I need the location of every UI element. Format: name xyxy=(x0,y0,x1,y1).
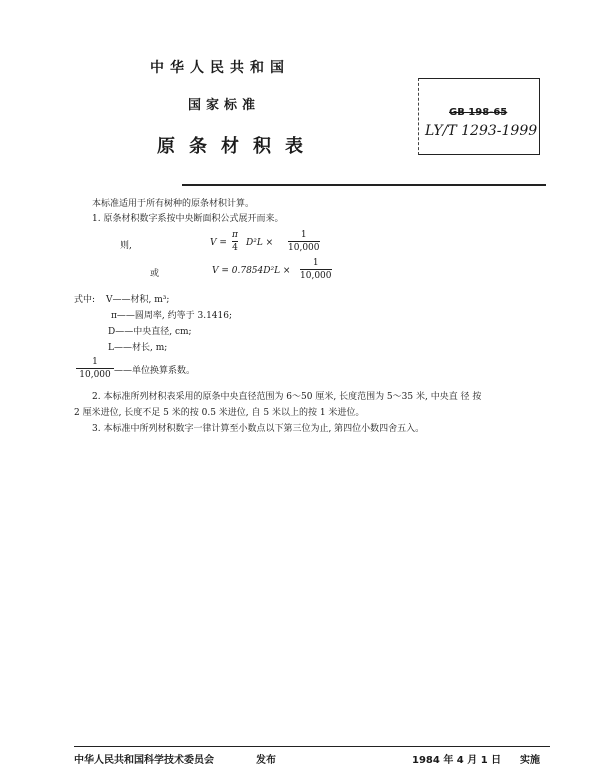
new-standard-code: LY/T 1293-1999 xyxy=(425,123,538,139)
definition-unit-fraction xyxy=(76,357,114,380)
standard-code-box xyxy=(418,78,540,155)
header-divider xyxy=(182,184,546,186)
definition-l: L——材长, m; xyxy=(108,343,168,353)
unit-denominator: 10,000 xyxy=(288,243,320,253)
formula-1-pi-fraction xyxy=(232,230,238,253)
paragraph-2-line-2: 2 厘米进位, 长度不足 5 米的按 0.5 米进位, 自 5 米以上的按 1 米进位。 xyxy=(74,408,365,418)
standard-type-heading: 国家标准 xyxy=(188,98,261,113)
unit-numerator: 1 xyxy=(300,230,307,240)
publisher-name: 中华人民共和国科学技术委员会 xyxy=(74,755,214,766)
formula-1-d2l: D²L × xyxy=(246,238,274,248)
fraction-bar xyxy=(232,241,238,242)
footer-divider xyxy=(74,746,550,747)
definition-d: D——中央直径, cm; xyxy=(108,327,192,337)
formula-1-v: V = xyxy=(210,238,227,248)
fraction-bar xyxy=(300,269,332,270)
definition-v: V——材积, m³; xyxy=(106,295,170,305)
unit-denominator: 10,000 xyxy=(300,271,332,281)
old-standard-code: GB 198-65 xyxy=(449,107,508,118)
publish-label: 发布 xyxy=(256,755,276,766)
effective-date: 1984 年 4 月 1 日 xyxy=(412,755,502,766)
effective-label: 实施 xyxy=(520,755,540,766)
intro-line-1: 本标准适用于所有树种的原条材积计算。 xyxy=(92,199,255,209)
formula-1-unit-fraction xyxy=(288,230,320,253)
pi-denominator: 4 xyxy=(232,243,238,253)
fraction-bar xyxy=(76,368,114,369)
country-heading: 中华人民共和国 xyxy=(150,60,290,76)
unit-numerator: 1 xyxy=(92,357,98,367)
paragraph-2-line-1: 2. 本标准所列材积表采用的原条中央直径范围为 6～50 厘米, 长度范围为 5～35 米, 中央直 径 按 xyxy=(92,392,482,402)
document-title: 原条材积表 xyxy=(157,136,317,157)
pi-numerator: π xyxy=(232,230,238,240)
unit-numerator: 1 xyxy=(312,258,319,268)
definition-unit-text: ——单位换算系数。 xyxy=(114,366,196,376)
unit-denominator: 10,000 xyxy=(79,370,111,380)
definition-pi: π——圆周率, 约等于 3.1416; xyxy=(111,311,233,321)
paragraph-3: 3. 本标准中所列材积数字一律计算至小数点以下第三位为止, 第四位小数四舍五入。 xyxy=(92,424,425,434)
definitions-prefix: 式中: xyxy=(74,295,96,305)
formula-2-expr: V = 0.7854D²L × xyxy=(212,266,291,276)
fraction-bar xyxy=(288,241,320,242)
formula-1-lead: 则, xyxy=(120,241,132,251)
formula-2-unit-fraction xyxy=(300,258,332,281)
intro-line-2: 1. 原条材积数字系按中央断面积公式展开而来。 xyxy=(92,214,284,224)
formula-2-lead: 或 xyxy=(150,269,160,279)
